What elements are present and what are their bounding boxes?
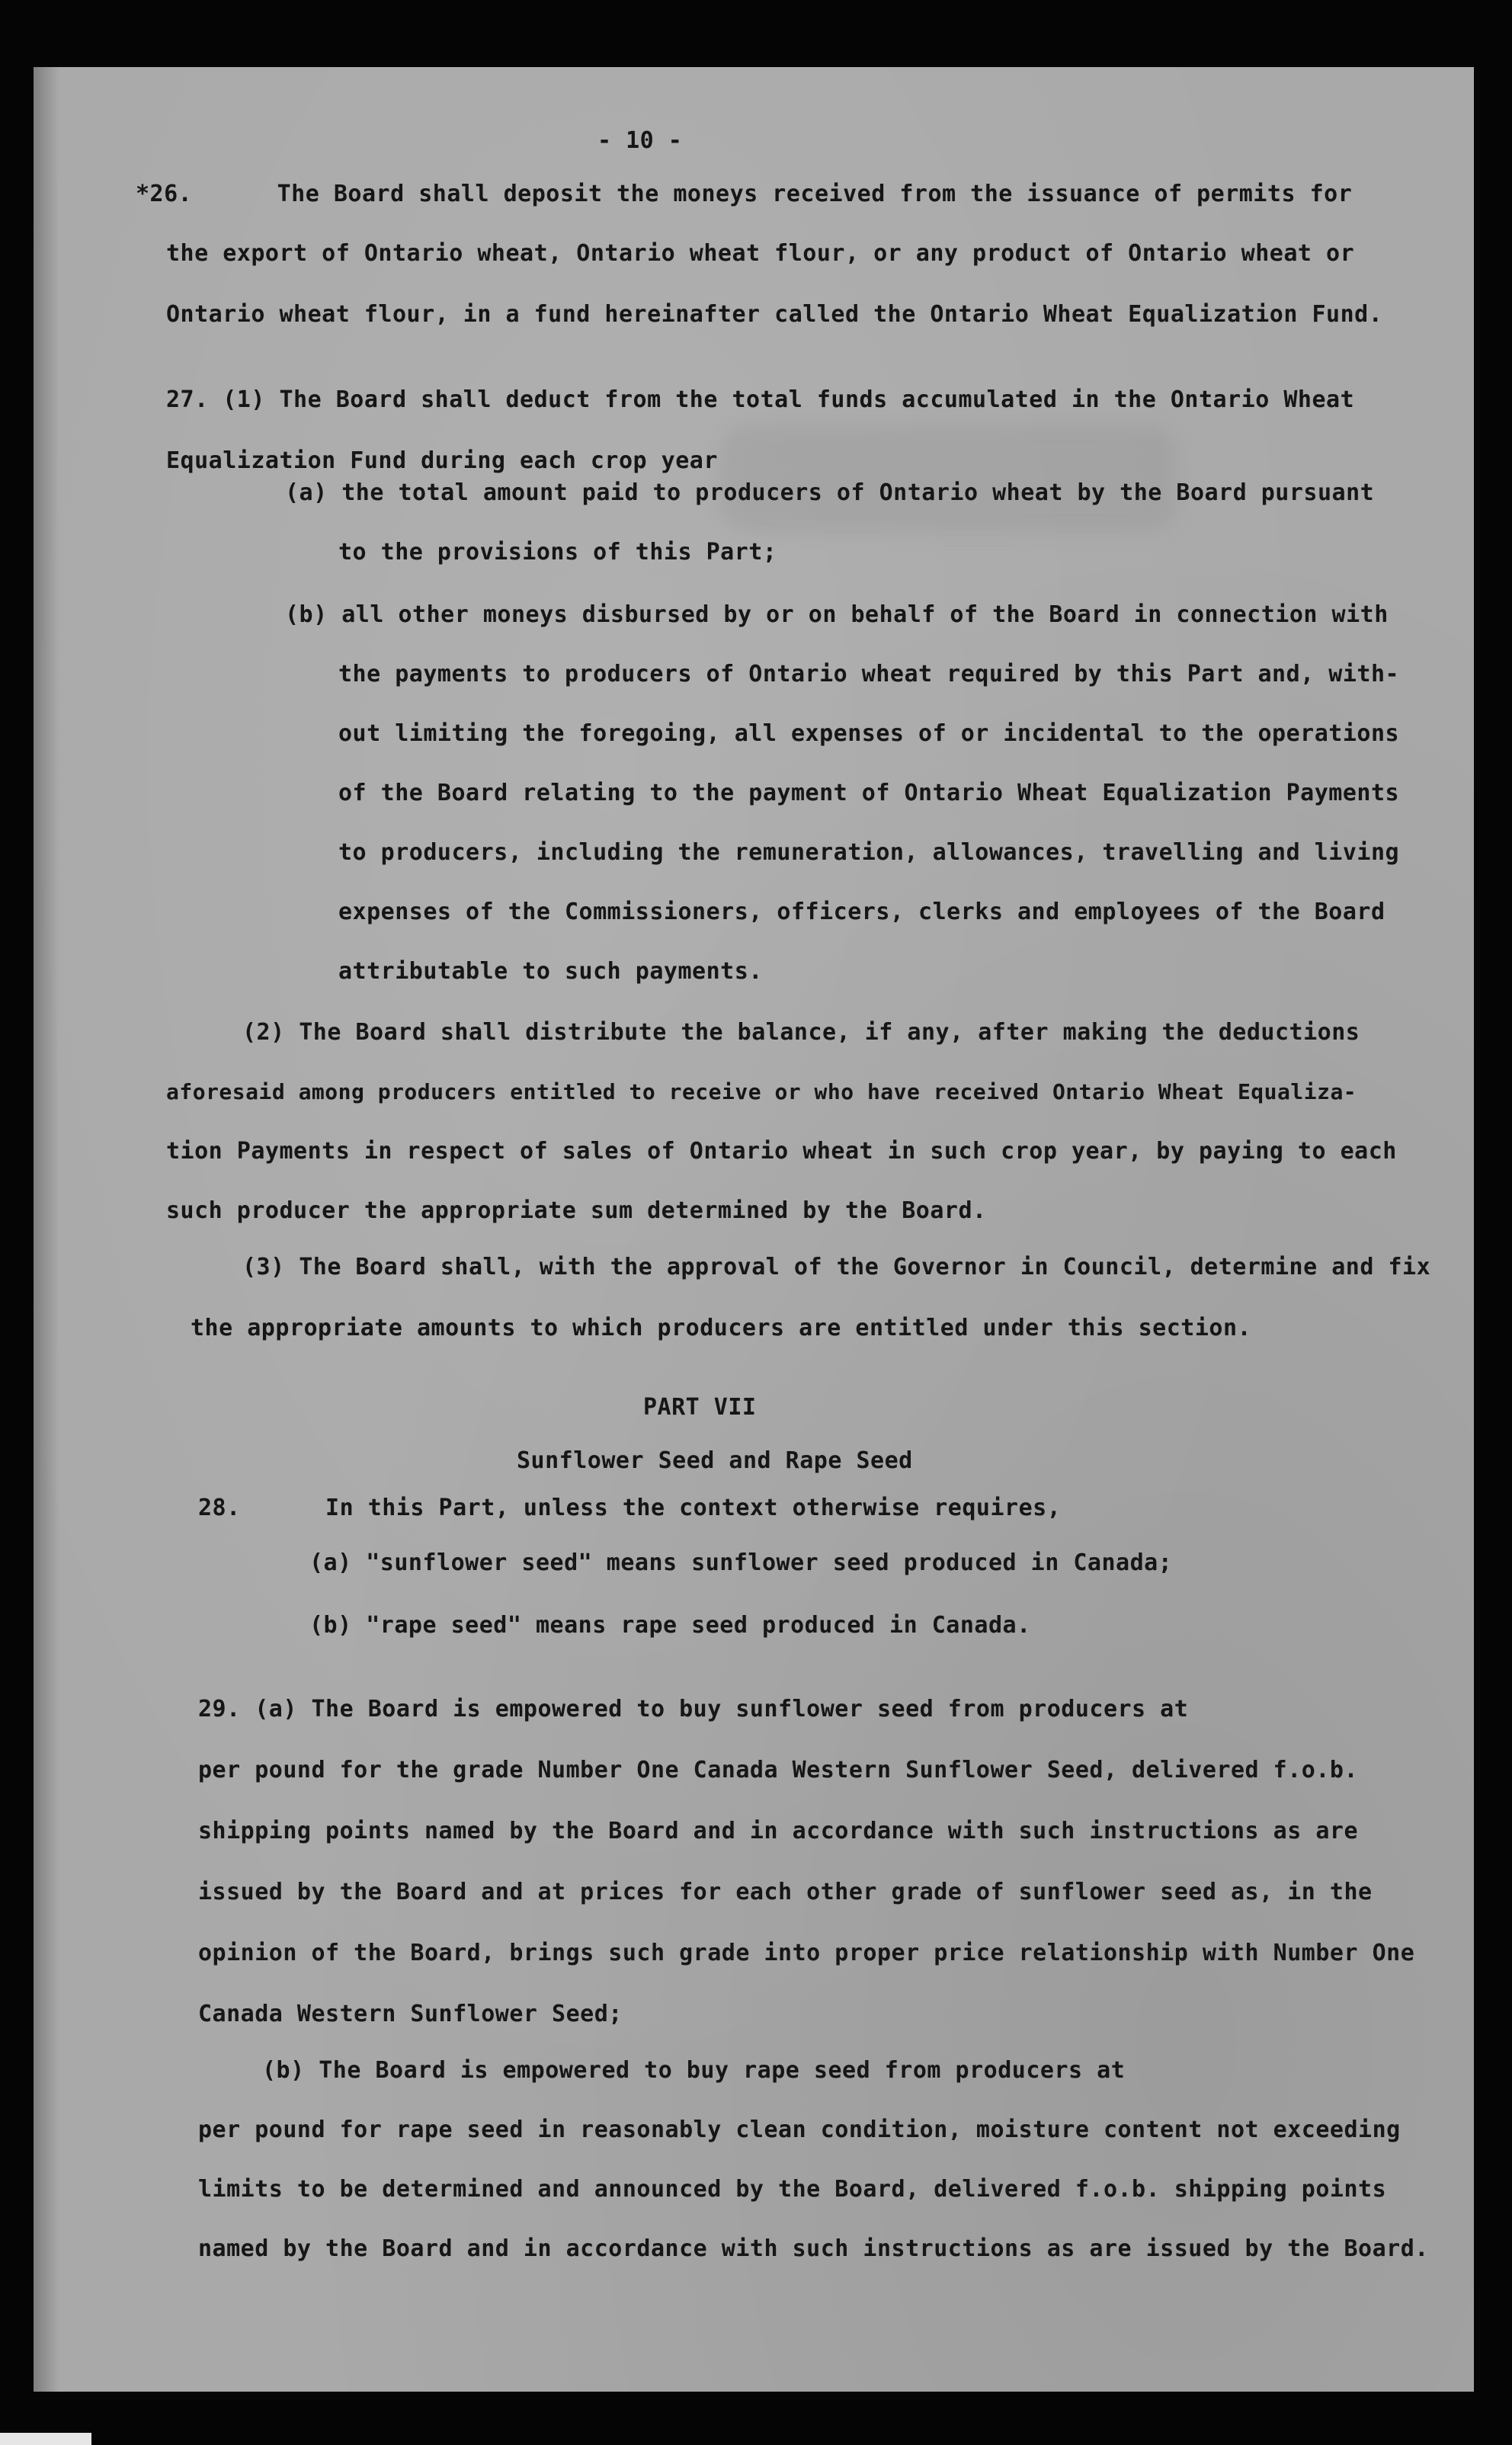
section-29-a-line-3: shipping points named by the Board and in accordance with such instructions as are bbox=[198, 1818, 1359, 1844]
section-26-line-3: Ontario wheat flour, in a fund hereinafter called the Ontario Wheat Equalization Fund. bbox=[166, 301, 1383, 328]
page-shadow-edge bbox=[34, 67, 59, 2392]
part-heading: PART VII bbox=[643, 1394, 757, 1421]
section-27-2-line-1: (2) The Board shall distribute the balance, if any, after making the deductions bbox=[242, 1019, 1360, 1046]
section-27-3-line-1: (3) The Board shall, with the approval of the Governor in Council, determine and fix bbox=[242, 1254, 1431, 1280]
section-29-a-line-5: opinion of the Board, brings such grade into proper price relationship with Number One bbox=[198, 1940, 1415, 1966]
section-27-b-line-4: of the Board relating to the payment of Ontario Wheat Equalization Payments bbox=[338, 780, 1400, 806]
section-27-3-line-2: the appropriate amounts to which producers are entitled under this section. bbox=[191, 1315, 1252, 1341]
section-27-b-line-5: to producers, including the remuneration, allowances, travelling and living bbox=[338, 839, 1400, 866]
section-27-b-line-7: attributable to such payments. bbox=[338, 958, 763, 985]
section-28-line-1: 28. In this Part, unless the context otherwise requires, bbox=[198, 1495, 1062, 1521]
section-27-a-line-1: (a) the total amount paid to producers of Ontario wheat by the Board pursuant bbox=[285, 479, 1375, 506]
section-27-b-line-1: (b) all other moneys disbursed by or on behalf of the Board in connection with bbox=[285, 601, 1389, 628]
section-27-2-line-2: aforesaid among producers entitled to receive or who have received Ontario Wheat Equaliza- bbox=[166, 1079, 1357, 1104]
section-29-b-line-1: (b) The Board is empowered to buy rape seed from producers at bbox=[262, 2057, 1126, 2084]
section-27-2-line-4: such producer the appropriate sum determined by the Board. bbox=[166, 1197, 987, 1224]
section-27-2-line-3: tion Payments in respect of sales of Ontario wheat in such crop year, by paying to each bbox=[166, 1138, 1397, 1165]
section-27-line-1: 27. (1) The Board shall deduct from the total funds accumulated in the Ontario Wheat bbox=[166, 386, 1355, 413]
section-28-b: (b) "rape seed" means rape seed produced in Canada. bbox=[309, 1612, 1031, 1639]
section-29-a-line-6: Canada Western Sunflower Seed; bbox=[198, 2001, 623, 2027]
section-27-b-line-6: expenses of the Commissioners, officers, clerks and employees of the Board bbox=[338, 899, 1385, 925]
section-29-b-line-3: limits to be determined and announced by the Board, delivered f.o.b. shipping points bbox=[198, 2176, 1387, 2203]
section-26-line-1: *26. The Board shall deposit the moneys received from the issuance of permits for bbox=[136, 181, 1353, 207]
section-27-b-line-3: out limiting the foregoing, all expenses of or incidental to the operations bbox=[338, 720, 1400, 747]
section-29-b-line-4: named by the Board and in accordance with such instructions as are issued by the Board. bbox=[198, 2235, 1429, 2262]
section-27-b-line-2: the payments to producers of Ontario wheat required by this Part and, with- bbox=[338, 661, 1400, 687]
document-page bbox=[34, 67, 1474, 2392]
page-number: - 10 - bbox=[597, 127, 683, 154]
section-29-a-line-1: 29. (a) The Board is empowered to buy sunflower seed from producers at bbox=[198, 1696, 1189, 1722]
film-label-tab bbox=[0, 2433, 91, 2445]
section-29-a-line-2: per pound for the grade Number One Canada Western Sunflower Seed, delivered f.o.b. bbox=[198, 1757, 1359, 1783]
section-27-a-line-2: to the provisions of this Part; bbox=[338, 539, 777, 566]
section-29-a-line-4: issued by the Board and at prices for each other grade of sunflower seed as, in the bbox=[198, 1879, 1373, 1905]
section-27-line-2: Equalization Fund during each crop year bbox=[166, 447, 718, 474]
section-26-line-2: the export of Ontario wheat, Ontario wheat flour, or any product of Ontario wheat or bbox=[166, 240, 1355, 267]
part-subheading: Sunflower Seed and Rape Seed bbox=[517, 1447, 913, 1474]
section-29-b-line-2: per pound for rape seed in reasonably clean condition, moisture content not exceeding bbox=[198, 2117, 1401, 2143]
section-28-a: (a) "sunflower seed" means sunflower seed produced in Canada; bbox=[309, 1549, 1173, 1576]
